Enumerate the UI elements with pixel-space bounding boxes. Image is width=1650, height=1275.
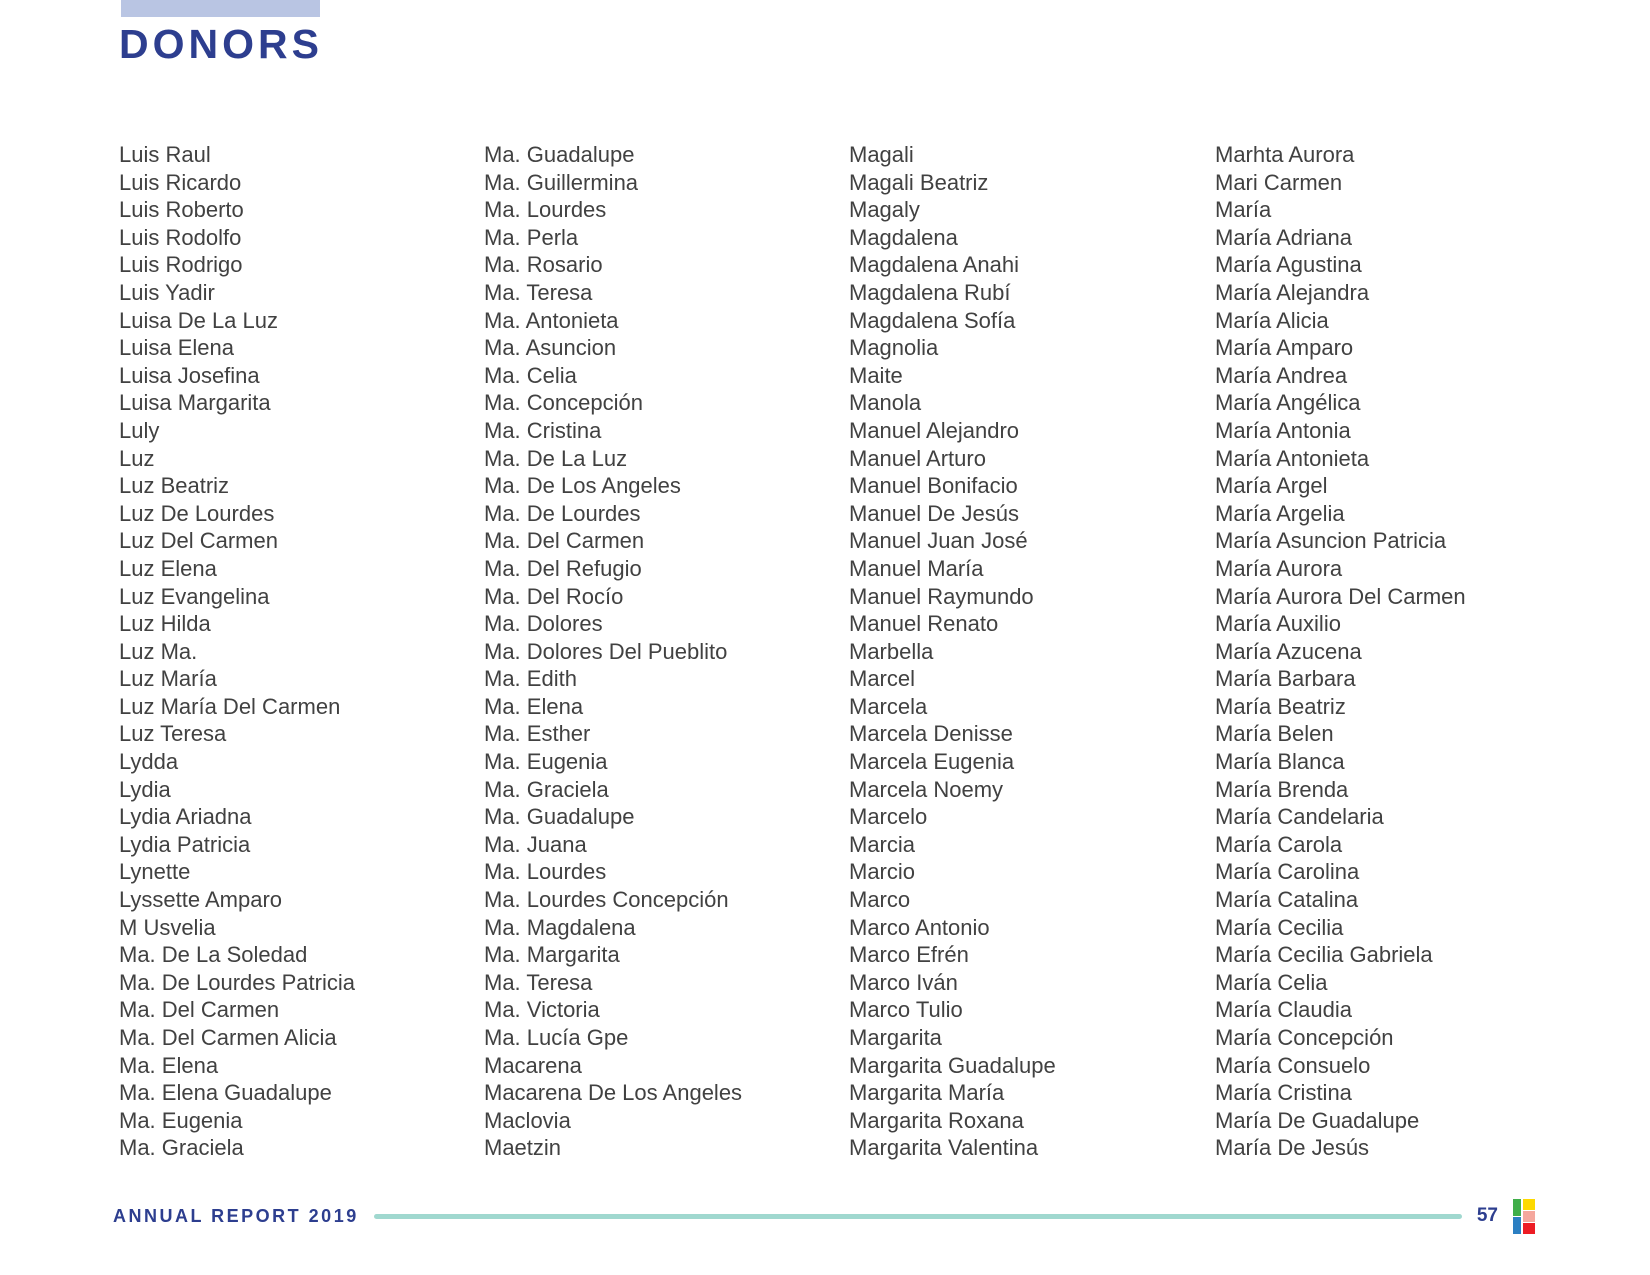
donor-name: María Auxilio xyxy=(1215,611,1341,637)
logo-green-block xyxy=(1513,1199,1521,1216)
donor-name: Marco Tulio xyxy=(849,997,963,1023)
donor-name: Ma. Cristina xyxy=(484,417,602,443)
donor-name: Ma. Juana xyxy=(484,831,587,857)
donor-name: Ma. Guadalupe xyxy=(484,804,635,830)
donor-name: María Antonia xyxy=(1215,417,1351,443)
donor-name: Ma. Lucía Gpe xyxy=(484,1025,629,1050)
donor-name: Mari Carmen xyxy=(1215,169,1343,195)
donor-column xyxy=(119,141,484,1162)
donor-name: Luly xyxy=(119,417,160,443)
logo-blue-block xyxy=(1513,1217,1521,1234)
donor-name: María Andrea xyxy=(1215,362,1348,388)
donor-name: María Carola xyxy=(1215,831,1343,857)
donor-name: Marco xyxy=(849,887,911,913)
donor-name: Luz xyxy=(119,445,155,471)
donor-name: Luz Del Carmen xyxy=(119,528,278,554)
donor-name: Ma. Graciela xyxy=(119,1135,244,1161)
donor-name: María Agustina xyxy=(1215,252,1362,278)
donor-name: Manuel María xyxy=(849,555,984,581)
donor-column xyxy=(849,141,1215,1162)
donor-name: Luis Yadir xyxy=(119,279,215,305)
donor-name: Ma. Margarita xyxy=(484,942,620,968)
donor-name: Manuel Renato xyxy=(849,611,999,637)
donor-name: María Celia xyxy=(1215,969,1328,995)
donor-name: Manuel Bonifacio xyxy=(849,473,1018,499)
donor-name: Magdalena xyxy=(849,224,958,250)
donor-name: María Cecilia Gabriela xyxy=(1215,942,1433,968)
donor-name: Margarita María xyxy=(849,1080,1005,1106)
donor-name: Ma. De Los Angeles xyxy=(484,473,681,499)
donor-name: Luis Rodrigo xyxy=(119,252,243,278)
donor-name: María Argelia xyxy=(1215,500,1345,526)
donor-name: Ma. Del Carmen xyxy=(119,997,280,1023)
donor-name: Maetzin xyxy=(484,1135,562,1161)
donor-name: Manuel Arturo xyxy=(849,445,986,471)
donor-name: M Usvelia xyxy=(119,914,216,940)
donor-name: Ma. Esther xyxy=(484,721,591,747)
donor-name: Luis Rodolfo xyxy=(119,224,242,250)
donor-name: María Cristina xyxy=(1215,1080,1352,1106)
donor-name: Marcela xyxy=(849,693,928,719)
donor-name: Ma. Teresa xyxy=(484,969,593,995)
donor-name: Magdalena Sofía xyxy=(849,307,1016,333)
donor-name: Ma. Perla xyxy=(484,224,579,250)
footer-divider-rule xyxy=(374,1214,1462,1219)
donor-name: Ma. Asuncion xyxy=(484,335,617,361)
donor-name: Marhta Aurora xyxy=(1215,142,1355,167)
donor-name: Ma. Eugenia xyxy=(119,1107,243,1133)
donor-name: Luz María xyxy=(119,666,217,692)
donor-name: Ma. Guillermina xyxy=(484,169,639,195)
donor-name: Magaly xyxy=(849,197,920,223)
donor-name: Marcelo xyxy=(849,804,928,830)
donor-name: Magdalena Rubí xyxy=(849,279,1011,305)
donor-name: María Asuncion Patricia xyxy=(1215,528,1447,554)
donor-name: María Carolina xyxy=(1215,859,1360,885)
donor-name: Ma. Celia xyxy=(484,362,577,388)
donor-name: Luz Elena xyxy=(119,555,217,581)
donor-name: Luz Teresa xyxy=(119,721,227,747)
donor-name: María Blanca xyxy=(1215,749,1345,775)
donor-name: Margarita Valentina xyxy=(849,1135,1039,1161)
donor-name: Ma. Antonieta xyxy=(484,307,619,333)
donor-name: Luis Roberto xyxy=(119,197,244,223)
donor-name: Ma. Dolores xyxy=(484,611,603,637)
donor-name: Lydda xyxy=(119,749,179,775)
donor-name: Ma. Del Carmen xyxy=(484,528,645,554)
donor-name: Lyssette Amparo xyxy=(119,887,283,913)
donor-name: Magdalena Anahi xyxy=(849,252,1020,278)
donor-name: Luis Raul xyxy=(119,142,211,167)
donor-name: Ma. Rosario xyxy=(484,252,603,278)
donor-name: María xyxy=(1215,197,1272,223)
donor-name: Ma. Eugenia xyxy=(484,749,608,775)
donor-name: María Cecilia xyxy=(1215,914,1344,940)
donor-name: Ma. Del Carmen Alicia xyxy=(119,1025,337,1050)
donor-name: Magali Beatriz xyxy=(849,169,989,195)
donor-name: Maclovia xyxy=(484,1107,571,1133)
donor-name: Ma. Dolores Del Pueblito xyxy=(484,638,728,664)
donor-name: María Belen xyxy=(1215,721,1334,747)
donor-name: María Antonieta xyxy=(1215,445,1370,471)
donor-name: María Argel xyxy=(1215,473,1328,499)
donor-name: María Concepción xyxy=(1215,1025,1394,1050)
donor-name: Marco Antonio xyxy=(849,914,990,940)
donor-name: Marco Iván xyxy=(849,969,958,995)
donor-name: Ma. De Lourdes Patricia xyxy=(119,969,355,995)
donor-name: María Amparo xyxy=(1215,335,1354,361)
donor-name: Ma. Teresa xyxy=(484,279,593,305)
donor-name: María Claudia xyxy=(1215,997,1352,1023)
donor-name: Marbella xyxy=(849,638,934,664)
donor-name: María Beatriz xyxy=(1215,693,1346,719)
donor-name: Lynette xyxy=(119,859,191,885)
donor-name: Lydia xyxy=(119,776,171,802)
donor-name: Manola xyxy=(849,390,922,416)
page-footer xyxy=(113,1198,1535,1234)
donor-name: María De Guadalupe xyxy=(1215,1107,1420,1133)
donor-name: Luisa De La Luz xyxy=(119,307,278,333)
donor-name: Luz Evangelina xyxy=(119,583,270,609)
donor-name: Marco Efrén xyxy=(849,942,969,968)
donor-name: Marcel xyxy=(849,666,916,692)
donor-name: Magali xyxy=(849,142,914,167)
donor-name: María Candelaria xyxy=(1215,804,1384,830)
donor-name: Luisa Margarita xyxy=(119,390,271,416)
donor-name: Ma. Lourdes xyxy=(484,197,607,223)
donor-name: Ma. Guadalupe xyxy=(484,142,635,167)
donor-name: Marcia xyxy=(849,831,916,857)
donor-name: Luisa Elena xyxy=(119,335,234,361)
donor-name: Luz Hilda xyxy=(119,611,211,637)
donor-name: Manuel De Jesús xyxy=(849,500,1019,526)
donor-name: Marcela Denisse xyxy=(849,721,1013,747)
donor-name: Ma. Graciela xyxy=(484,776,609,802)
donor-name: Manuel Alejandro xyxy=(849,417,1020,443)
donor-name: Ma. Elena Guadalupe xyxy=(119,1080,332,1106)
donor-name: Luz Ma. xyxy=(119,638,198,664)
donor-name: Marcio xyxy=(849,859,916,885)
donor-name: Luz De Lourdes xyxy=(119,500,275,526)
donor-name: Ma. Magdalena xyxy=(484,914,636,940)
donor-name: María Adriana xyxy=(1215,224,1352,250)
donor-name: Margarita xyxy=(849,1025,942,1050)
donor-name: Manuel Raymundo xyxy=(849,583,1034,609)
donor-name: Ma. De La Luz xyxy=(484,445,628,471)
donor-name: Manuel Juan José xyxy=(849,528,1028,554)
header-accent-bar xyxy=(121,0,320,17)
logo-salmon-block xyxy=(1523,1211,1535,1222)
donor-name: Marcela Eugenia xyxy=(849,749,1015,775)
donor-name: Ma. Elena xyxy=(119,1052,219,1078)
donor-column xyxy=(1215,141,1610,1162)
donor-name: Ma. De Lourdes xyxy=(484,500,641,526)
logo-yellow-block xyxy=(1523,1199,1535,1210)
donor-name: Ma. Lourdes xyxy=(484,859,607,885)
organization-logo-icon xyxy=(1513,1199,1535,1234)
donor-column xyxy=(484,141,849,1162)
donor-name: Ma. Edith xyxy=(484,666,577,692)
donor-name: Macarena xyxy=(484,1052,582,1078)
donor-name: María Brenda xyxy=(1215,776,1349,802)
donor-name: María Catalina xyxy=(1215,887,1359,913)
donor-name-columns xyxy=(119,141,1610,1162)
donor-name: Ma. Concepción xyxy=(484,390,643,416)
donor-name: Ma. Del Refugio xyxy=(484,555,642,581)
donor-name: Magnolia xyxy=(849,335,939,361)
donor-name: María Barbara xyxy=(1215,666,1356,692)
donor-name: Luisa Josefina xyxy=(119,362,260,388)
donor-name: Marcela Noemy xyxy=(849,776,1004,802)
donor-name: Luis Ricardo xyxy=(119,169,242,195)
donor-name: Ma. Victoria xyxy=(484,997,600,1023)
donor-name: Luz Beatriz xyxy=(119,473,230,499)
donor-name: Ma. De La Soledad xyxy=(119,942,308,968)
donor-name: Lydia Ariadna xyxy=(119,804,252,830)
donor-name: María Alejandra xyxy=(1215,279,1370,305)
donor-name: María Aurora xyxy=(1215,555,1343,581)
logo-red-block xyxy=(1523,1223,1535,1234)
donor-name: María Azucena xyxy=(1215,638,1362,664)
report-title-label: ANNUAL REPORT 2019 xyxy=(113,1205,359,1226)
donor-name: Ma. Lourdes Concepción xyxy=(484,887,729,913)
donor-name: María Alicia xyxy=(1215,307,1329,333)
donor-name: María Angélica xyxy=(1215,390,1361,416)
donor-name: Margarita Roxana xyxy=(849,1107,1024,1133)
donor-name: Ma. Elena xyxy=(484,693,584,719)
page-title: DONORS xyxy=(119,21,323,67)
donor-name: Lydia Patricia xyxy=(119,831,251,857)
donor-name: María Consuelo xyxy=(1215,1052,1371,1078)
donor-name: Margarita Guadalupe xyxy=(849,1052,1056,1078)
page-number: 57 xyxy=(1476,1205,1498,1226)
donor-name: María De Jesús xyxy=(1215,1135,1370,1161)
donor-name: Macarena De Los Angeles xyxy=(484,1080,743,1106)
donor-name: Maite xyxy=(849,362,903,388)
donor-name: Ma. Del Rocío xyxy=(484,583,624,609)
donor-name: María Aurora Del Carmen xyxy=(1215,583,1466,609)
donor-name: Luz María Del Carmen xyxy=(119,693,341,719)
